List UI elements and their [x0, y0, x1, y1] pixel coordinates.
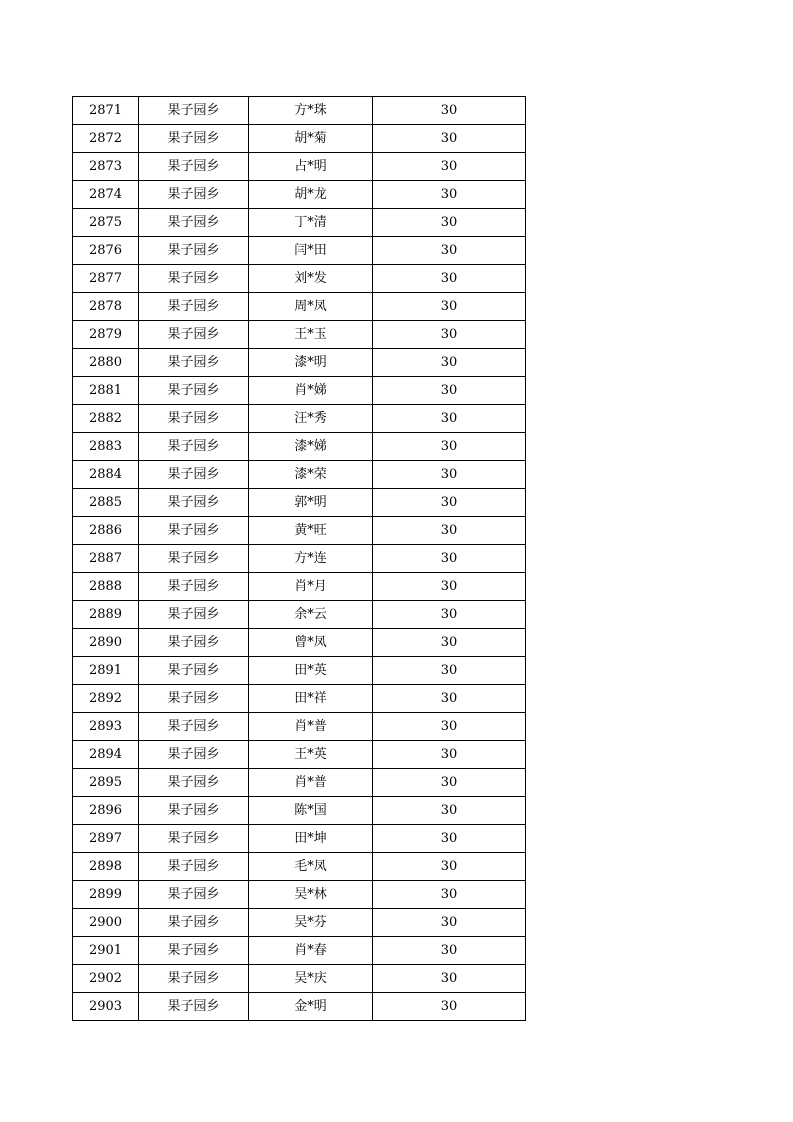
- row-number-cell: 2894: [73, 741, 139, 769]
- township-cell: 果子园乡: [139, 181, 249, 209]
- person-name-cell: 闫*田: [249, 237, 373, 265]
- table-row: [73, 937, 526, 965]
- table-row: [73, 461, 526, 489]
- township-cell: 果子园乡: [139, 293, 249, 321]
- township-cell: 果子园乡: [139, 461, 249, 489]
- township-cell: 果子园乡: [139, 713, 249, 741]
- person-name-cell: 肖*普: [249, 713, 373, 741]
- row-number-cell: 2901: [73, 937, 139, 965]
- row-number-cell: 2893: [73, 713, 139, 741]
- row-number-cell: 2879: [73, 321, 139, 349]
- person-name-cell: 郭*明: [249, 489, 373, 517]
- person-name-cell: 毛*凤: [249, 853, 373, 881]
- person-name-cell: 王*玉: [249, 321, 373, 349]
- amount-cell: 30: [373, 601, 526, 629]
- row-number-cell: 2891: [73, 657, 139, 685]
- row-number-cell: 2874: [73, 181, 139, 209]
- township-cell: 果子园乡: [139, 545, 249, 573]
- table-row: [73, 377, 526, 405]
- amount-cell: 30: [373, 657, 526, 685]
- row-number-cell: 2877: [73, 265, 139, 293]
- amount-cell: 30: [373, 769, 526, 797]
- township-cell: 果子园乡: [139, 881, 249, 909]
- person-name-cell: 占*明: [249, 153, 373, 181]
- amount-cell: 30: [373, 517, 526, 545]
- amount-cell: 30: [373, 209, 526, 237]
- row-number-cell: 2887: [73, 545, 139, 573]
- table-row: [73, 825, 526, 853]
- person-name-cell: 方*珠: [249, 97, 373, 125]
- row-number-cell: 2890: [73, 629, 139, 657]
- person-name-cell: 田*英: [249, 657, 373, 685]
- amount-cell: 30: [373, 685, 526, 713]
- row-number-cell: 2896: [73, 797, 139, 825]
- person-name-cell: 丁*清: [249, 209, 373, 237]
- table-row: [73, 293, 526, 321]
- township-cell: 果子园乡: [139, 853, 249, 881]
- township-cell: 果子园乡: [139, 405, 249, 433]
- table-row: [73, 965, 526, 993]
- township-cell: 果子园乡: [139, 965, 249, 993]
- amount-cell: 30: [373, 713, 526, 741]
- person-name-cell: 吴*庆: [249, 965, 373, 993]
- amount-cell: 30: [373, 181, 526, 209]
- row-number-cell: 2880: [73, 349, 139, 377]
- township-cell: 果子园乡: [139, 769, 249, 797]
- row-number-cell: 2895: [73, 769, 139, 797]
- row-number-cell: 2881: [73, 377, 139, 405]
- township-cell: 果子园乡: [139, 153, 249, 181]
- row-number-cell: 2871: [73, 97, 139, 125]
- person-name-cell: 胡*菊: [249, 125, 373, 153]
- table-row: [73, 769, 526, 797]
- person-name-cell: 吴*芬: [249, 909, 373, 937]
- person-name-cell: 漆*荣: [249, 461, 373, 489]
- amount-cell: 30: [373, 125, 526, 153]
- township-cell: 果子园乡: [139, 741, 249, 769]
- township-cell: 果子园乡: [139, 601, 249, 629]
- table-row: [73, 853, 526, 881]
- township-cell: 果子园乡: [139, 657, 249, 685]
- table-row: [73, 237, 526, 265]
- amount-cell: 30: [373, 461, 526, 489]
- amount-cell: 30: [373, 853, 526, 881]
- table-row: [73, 797, 526, 825]
- amount-cell: 30: [373, 97, 526, 125]
- township-cell: 果子园乡: [139, 909, 249, 937]
- amount-cell: 30: [373, 405, 526, 433]
- person-name-cell: 曾*凤: [249, 629, 373, 657]
- table-row: [73, 433, 526, 461]
- amount-cell: 30: [373, 741, 526, 769]
- row-number-cell: 2886: [73, 517, 139, 545]
- table-row: [73, 713, 526, 741]
- row-number-cell: 2875: [73, 209, 139, 237]
- person-name-cell: 胡*龙: [249, 181, 373, 209]
- township-cell: 果子园乡: [139, 125, 249, 153]
- person-name-cell: 方*连: [249, 545, 373, 573]
- data-table: [72, 96, 526, 1021]
- table-row: [73, 993, 526, 1021]
- amount-cell: 30: [373, 377, 526, 405]
- township-cell: 果子园乡: [139, 433, 249, 461]
- township-cell: 果子园乡: [139, 825, 249, 853]
- table-row: [73, 405, 526, 433]
- table-row: [73, 909, 526, 937]
- amount-cell: 30: [373, 433, 526, 461]
- person-name-cell: 余*云: [249, 601, 373, 629]
- amount-cell: 30: [373, 489, 526, 517]
- row-number-cell: 2900: [73, 909, 139, 937]
- person-name-cell: 田*祥: [249, 685, 373, 713]
- person-name-cell: 金*明: [249, 993, 373, 1021]
- amount-cell: 30: [373, 993, 526, 1021]
- row-number-cell: 2899: [73, 881, 139, 909]
- person-name-cell: 刘*发: [249, 265, 373, 293]
- amount-cell: 30: [373, 937, 526, 965]
- person-name-cell: 黄*旺: [249, 517, 373, 545]
- amount-cell: 30: [373, 797, 526, 825]
- person-name-cell: 肖*普: [249, 769, 373, 797]
- township-cell: 果子园乡: [139, 993, 249, 1021]
- row-number-cell: 2873: [73, 153, 139, 181]
- person-name-cell: 汪*秀: [249, 405, 373, 433]
- table-row: [73, 881, 526, 909]
- amount-cell: 30: [373, 545, 526, 573]
- table-row: [73, 629, 526, 657]
- row-number-cell: 2897: [73, 825, 139, 853]
- row-number-cell: 2902: [73, 965, 139, 993]
- person-name-cell: 肖*春: [249, 937, 373, 965]
- amount-cell: 30: [373, 237, 526, 265]
- person-name-cell: 吴*林: [249, 881, 373, 909]
- township-cell: 果子园乡: [139, 265, 249, 293]
- person-name-cell: 漆*娣: [249, 433, 373, 461]
- table-row: [73, 321, 526, 349]
- amount-cell: 30: [373, 909, 526, 937]
- table-row: [73, 125, 526, 153]
- amount-cell: 30: [373, 573, 526, 601]
- row-number-cell: 2883: [73, 433, 139, 461]
- township-cell: 果子园乡: [139, 377, 249, 405]
- amount-cell: 30: [373, 629, 526, 657]
- amount-cell: 30: [373, 321, 526, 349]
- table-row: [73, 685, 526, 713]
- township-cell: 果子园乡: [139, 517, 249, 545]
- table-row: [73, 741, 526, 769]
- township-cell: 果子园乡: [139, 349, 249, 377]
- amount-cell: 30: [373, 153, 526, 181]
- table-row: [73, 181, 526, 209]
- township-cell: 果子园乡: [139, 797, 249, 825]
- row-number-cell: 2876: [73, 237, 139, 265]
- table-row: [73, 517, 526, 545]
- table-row: [73, 601, 526, 629]
- row-number-cell: 2878: [73, 293, 139, 321]
- township-cell: 果子园乡: [139, 209, 249, 237]
- amount-cell: 30: [373, 965, 526, 993]
- person-name-cell: 漆*明: [249, 349, 373, 377]
- table-row: [73, 97, 526, 125]
- township-cell: 果子园乡: [139, 629, 249, 657]
- amount-cell: 30: [373, 825, 526, 853]
- row-number-cell: 2889: [73, 601, 139, 629]
- row-number-cell: 2882: [73, 405, 139, 433]
- person-name-cell: 王*英: [249, 741, 373, 769]
- row-number-cell: 2872: [73, 125, 139, 153]
- person-name-cell: 肖*月: [249, 573, 373, 601]
- table-row: [73, 657, 526, 685]
- amount-cell: 30: [373, 881, 526, 909]
- row-number-cell: 2903: [73, 993, 139, 1021]
- table-row: [73, 545, 526, 573]
- person-name-cell: 田*坤: [249, 825, 373, 853]
- person-name-cell: 陈*国: [249, 797, 373, 825]
- township-cell: 果子园乡: [139, 573, 249, 601]
- row-number-cell: 2888: [73, 573, 139, 601]
- table-body: [73, 97, 526, 1021]
- row-number-cell: 2884: [73, 461, 139, 489]
- table-row: [73, 573, 526, 601]
- township-cell: 果子园乡: [139, 489, 249, 517]
- amount-cell: 30: [373, 265, 526, 293]
- amount-cell: 30: [373, 349, 526, 377]
- row-number-cell: 2892: [73, 685, 139, 713]
- row-number-cell: 2885: [73, 489, 139, 517]
- row-number-cell: 2898: [73, 853, 139, 881]
- table-row: [73, 489, 526, 517]
- person-name-cell: 肖*娣: [249, 377, 373, 405]
- amount-cell: 30: [373, 293, 526, 321]
- table-row: [73, 349, 526, 377]
- table-row: [73, 265, 526, 293]
- township-cell: 果子园乡: [139, 685, 249, 713]
- person-name-cell: 周*凤: [249, 293, 373, 321]
- township-cell: 果子园乡: [139, 321, 249, 349]
- table-row: [73, 209, 526, 237]
- township-cell: 果子园乡: [139, 237, 249, 265]
- township-cell: 果子园乡: [139, 937, 249, 965]
- township-cell: 果子园乡: [139, 97, 249, 125]
- table-row: [73, 153, 526, 181]
